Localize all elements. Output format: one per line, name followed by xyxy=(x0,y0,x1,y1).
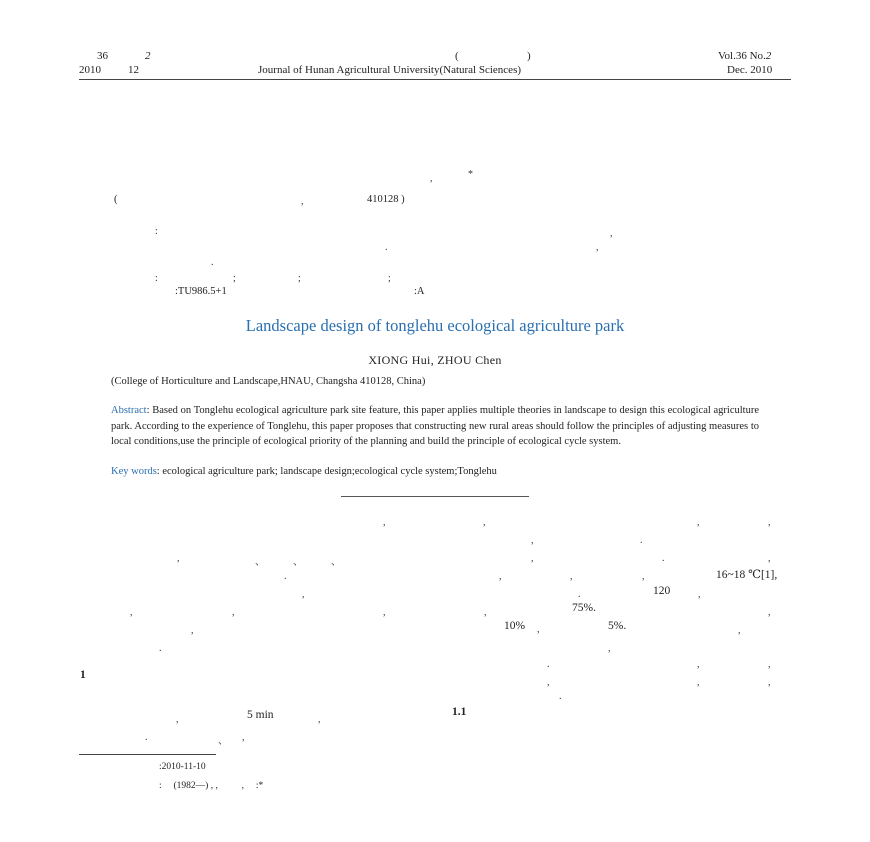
body-percent-5: 5%. xyxy=(608,620,627,632)
cn-abstract-punct: . xyxy=(385,242,388,253)
body-punct: , xyxy=(383,607,386,618)
cn-aff-paren: ( xyxy=(114,194,118,205)
body-punct: , xyxy=(232,607,235,618)
footnote-rule xyxy=(79,754,216,755)
body-punct: , xyxy=(738,625,741,636)
body-punct: . xyxy=(145,732,148,743)
header-vol-no xyxy=(718,50,771,62)
body-punct: . xyxy=(547,659,550,670)
body-punct: , xyxy=(483,517,486,528)
body-temperature: 16~18 ℃[1], xyxy=(716,569,778,581)
cn-abstract-punct: . xyxy=(211,257,214,268)
keywords-label: Key words xyxy=(111,466,157,477)
abstract-text: : Based on Tonglehu ecological agriculture park site feature, this paper applies multiple theories in landscape to design this ecological agriculture park. According to the experience of Tonglehu, this paper proposes that constructing new rural areas should follow the principles of adjusting measures to local conditions,use the principle of ecological priority of the planning and build the principle of ecological cycle system. xyxy=(111,405,759,448)
abstract xyxy=(111,403,759,450)
header-date: Dec. 2010 xyxy=(727,64,773,76)
header-paren-open: ( xyxy=(455,50,459,62)
body-punct: , xyxy=(768,659,771,670)
cn-doc-code: :A xyxy=(414,286,425,297)
body-punct: , xyxy=(302,589,305,600)
header-issue: 2 xyxy=(145,50,151,62)
section-heading-1-1: 1.1 xyxy=(452,706,467,718)
header-vol-no-prefix: Vol.36 No. xyxy=(718,50,766,62)
body-punct: , xyxy=(177,553,180,564)
body-percent-75: 75%. xyxy=(572,602,596,614)
body-punct: , xyxy=(642,571,645,582)
body-punct: , xyxy=(484,607,487,618)
body-punct: . xyxy=(159,643,162,654)
body-punct: 、 xyxy=(218,736,228,747)
cn-title-punct: , xyxy=(430,173,433,184)
body-punct: , xyxy=(697,517,700,528)
body-punct: , xyxy=(242,732,245,743)
header-month: 12 xyxy=(128,64,139,76)
cn-abstract-punct: : xyxy=(155,226,158,237)
journal-title: Journal of Hunan Agricultural University(Natural Sciences) xyxy=(258,64,522,76)
cn-keywords-punct: ; xyxy=(388,273,391,284)
abstract-label: Abstract xyxy=(111,405,147,416)
header-volume: 36 xyxy=(97,50,108,62)
body-punct: , xyxy=(608,643,611,654)
cn-keywords-punct: ; xyxy=(233,273,236,284)
body-punct: . xyxy=(662,553,665,564)
section-heading-1: 1 xyxy=(80,669,86,681)
body-punct: , xyxy=(570,571,573,582)
body-punct: , xyxy=(176,714,179,725)
body-punct: 、 xyxy=(255,557,265,568)
body-punct: . xyxy=(284,571,287,582)
body-punct: , xyxy=(531,553,534,564)
body-punct: 、 xyxy=(331,557,341,568)
keywords xyxy=(111,466,497,477)
body-punct: , xyxy=(537,624,540,635)
body-punct: . xyxy=(578,589,581,600)
body-punct: , xyxy=(768,553,771,564)
cn-aff-punct: , xyxy=(301,196,304,207)
body-punct: , xyxy=(547,677,550,688)
body-punct: , xyxy=(697,677,700,688)
body-punct: , xyxy=(499,571,502,582)
paper-affiliation: (College of Horticulture and Landscape,HNAU, Changsha 410128, China) xyxy=(111,376,426,387)
header-vol-no-issue: 2 xyxy=(765,50,772,62)
body-punct: , xyxy=(191,625,194,636)
body-punct: , xyxy=(768,607,771,618)
body-punct: , xyxy=(318,714,321,725)
footnote-received: :2010-11-10 xyxy=(159,762,206,772)
body-punct: , xyxy=(531,535,534,546)
header-year: 2010 xyxy=(79,64,101,76)
body-punct: , xyxy=(698,589,701,600)
body-punct: . xyxy=(640,535,643,546)
cn-keywords-punct: : xyxy=(155,273,158,284)
header-rule xyxy=(79,79,791,80)
cn-title-punct: * xyxy=(468,169,473,180)
body-punct: , xyxy=(130,607,133,618)
paper-authors: XIONG Hui, ZHOU Chen xyxy=(368,353,502,367)
body-punct: . xyxy=(559,691,562,702)
cn-keywords-punct: ; xyxy=(298,273,301,284)
header-paren-close: ) xyxy=(527,50,531,62)
cn-aff-postcode: 410128 ) xyxy=(367,194,405,205)
cn-abstract-punct: , xyxy=(596,242,599,253)
body-punct: , xyxy=(768,517,771,528)
body-punct: 、 xyxy=(293,557,303,568)
paper-title: Landscape design of tonglehu ecological agriculture park xyxy=(245,316,625,335)
body-percent-10: 10% xyxy=(504,620,526,632)
keywords-text: : ecological agriculture park; landscape design;ecological cycle system;Tonglehu xyxy=(156,466,497,477)
body-time-5min: 5 min xyxy=(247,709,274,721)
body-punct: , xyxy=(697,659,700,670)
cn-clc: :TU986.5+1 xyxy=(175,286,227,297)
footnote-author: : (1982—) , , , :* xyxy=(159,781,264,791)
body-punct: , xyxy=(768,677,771,688)
body-number-120: 120 xyxy=(653,585,671,597)
section-divider xyxy=(341,496,529,497)
body-punct: , xyxy=(383,517,386,528)
cn-abstract-punct: , xyxy=(610,228,613,239)
